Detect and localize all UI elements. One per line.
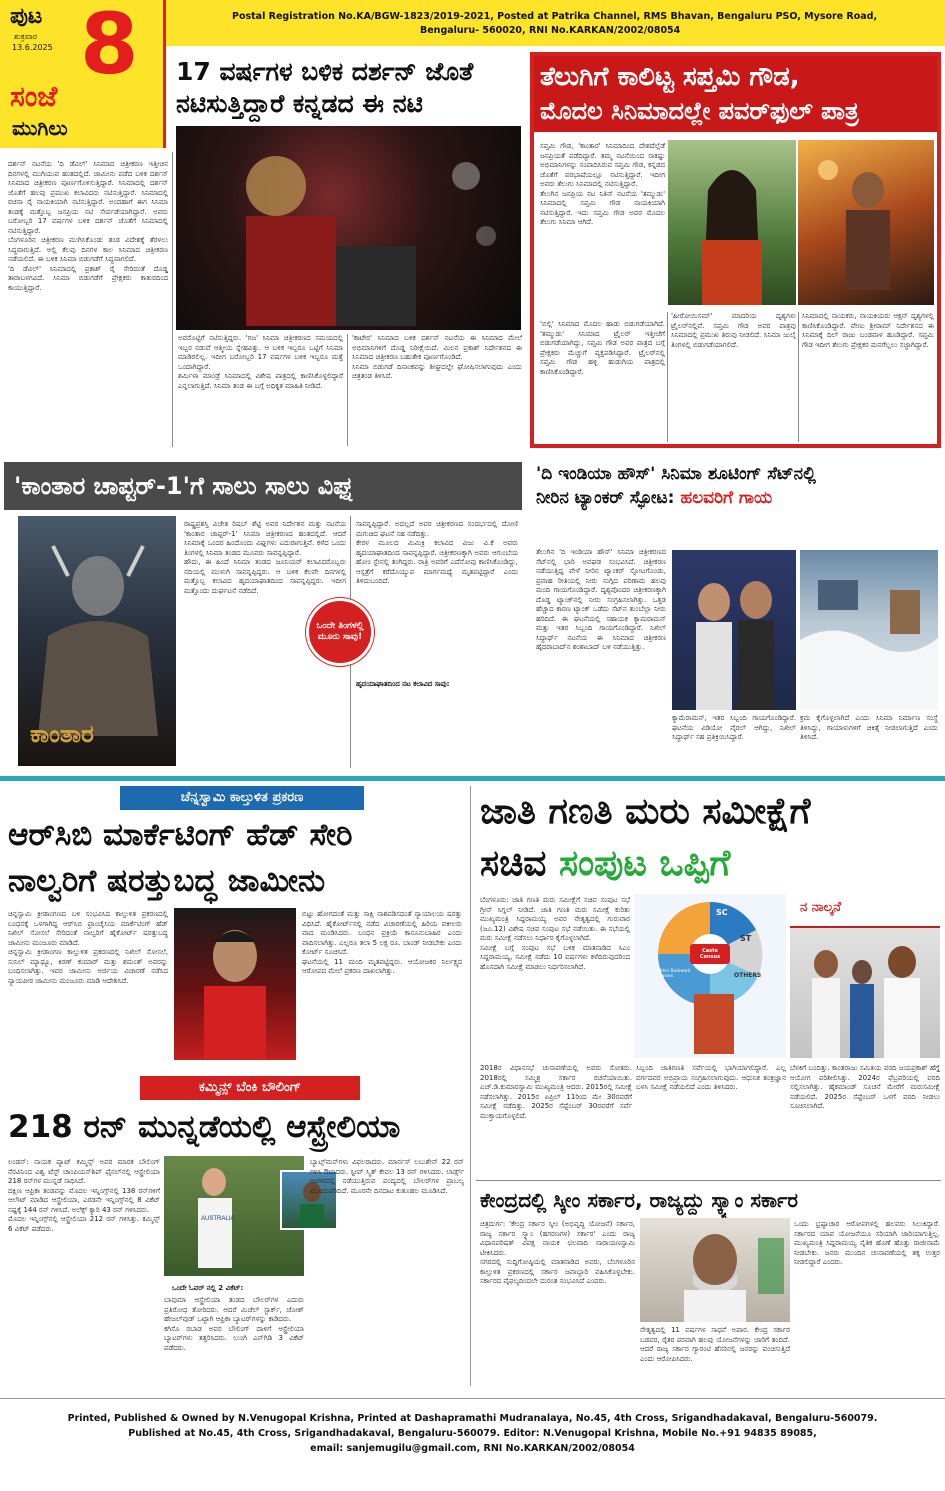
india-house-flood-art xyxy=(800,550,938,710)
saptami-body-col-4: ಸಿನಿಮಾದಲ್ಲಿ ನಾಯಕರು, ನಾಯಕಿಯರು ಆಕ್ಷನ್ ದೃಶ್ಯಗಳಲ್ಲಿ ಕಾಣಿಸಿಕೊಂಡಿದ್ದಾರೆ. ವೇಣು ಶ್ರೀರಾಮ್ ನಿರ್ದೇಶನದ ಈ ಸಿನಿಮಾಕ್ಕೆ ದಿಲ್ ರಾಜು ಬಂಡವಾಳ ಹೂಡಿದ್ದಾರೆ. ಸಪ್ತಮಿ ಗೌಡ ಇದೀಗ ತೆಲುಗು ಪ್ರೇಕ್ಷಕರ ಮನಗೆಲ್ಲಲು ಸಜ್ಜಾಗಿದ್ದಾರೆ. xyxy=(802,312,934,349)
rcb-kicker xyxy=(120,786,364,810)
cricket-kicker-text: ಕಮ್ಮಿನ್ಸ್ ಬೆಂಕಿ ಬೌಲಿಂಗ್ xyxy=(198,1080,302,1095)
india-house-headline-line-2b: ಹಲವರಿಗೆ ಗಾಯ xyxy=(680,488,773,508)
india-house-flood-photo xyxy=(800,550,938,710)
cricket-body-col-3: ಬ್ಯಾಟ್ಸ್‌ಮನ್‌ಗಳು ವಿಫಲರಾದರು. ಮಾರ್ನಸ್ ಲಬುಶೇನ್ 22 ರನ್ ಗಳಿಸಿ ಔಟಾದರು. ಸ್ಟೀವ್ ಸ್ಮಿತ್ ಕೇವಲ 13 ರನ್ ಗಳಿಸಿದರು. ಲಾರ್ಡ್ಸ್ ಅಂಗಳದಲ್ಲಿ ನಡೆಯುತ್ತಿರುವ ಪಂದ್ಯದಲ್ಲಿ ಬೌಲರ್‌ಗಳ ಪ್ರಾಬಲ್ಯ ಮುಂದುವರಿದಿದೆ. ಮೂರನೇ ದಿನದಾಟ ಕುತೂಹಲ ಮೂಡಿಸಿದೆ. xyxy=(310,1158,464,1195)
caste-cm-photo xyxy=(790,894,940,1058)
page-number: 8 xyxy=(80,0,139,93)
kantara-subhead: ಹೃದಯಾಘಾತದಿಂದ ನಟ ಕಲಾವಿದ ಸಾವು: xyxy=(356,680,450,688)
darshan-headline-line-1: 17 ವರ್ಷಗಳ ಬಳಿಕ ದರ್ಶನ್ ಜೊತೆ xyxy=(176,57,474,86)
footer-line-2: Published at No.45, 4th Cross, Srigandhadakaval, Bengaluru-560079. Editor: N.Venugopal Krishna, Mobile No.+91 94835 89085, xyxy=(128,1428,817,1439)
cricket-kicker xyxy=(140,1076,360,1100)
caste-headline-line-2a: ಸಚಿವ xyxy=(480,843,559,884)
caste-body-col-3: ಸಿಬ್ಬಂದಿ ಜಾತಿಗಣತಿ ಸರ್ವೆಯಲ್ಲಿ ಭಾಗಿಯಾಗಲಿದ್ದಾರೆ. ಎಲ್ಲ ವರ್ಗದವರ ಅಭಿಪ್ರಾಯ ಸಂಗ್ರಹಿಸಲಾಗುವುದು. ಆಧುನಿಕ ತಂತ್ರಜ್ಞಾನ ಬಳಸಿ ಸಮೀಕ್ಷೆ ನಡೆಯಲಿದೆ ಎಂದು ತಿಳಿಸಿದರು. xyxy=(636,1064,786,1091)
svg-text:AUSTRALIA: AUSTRALIA xyxy=(201,1216,235,1222)
scheme-body-col-2: ನೇತೃತ್ವದಲ್ಲಿ 11 ವರ್ಷಗಳ ಸಾಧನೆ ಅಪಾರ. ಕೇಂದ್ರ ಸರ್ಕಾರ ಬಡವರ, ರೈತರ ಪರವಾಗಿ ಹಲವು ಯೋಜನೆಗಳನ್ನು ಜಾರಿಗೆ ತಂದಿದೆ. ಆದರೆ ರಾಜ್ಯ ಸರ್ಕಾರ ಗ್ಯಾರಂಟಿ ಹೆಸರಿನಲ್ಲಿ ಜನರನ್ನು ವಂಚಿಸುತ್ತಿದೆ ಎಂದು ಆರೋಪಿಸಿದರು. xyxy=(640,1326,790,1363)
kantara-poster xyxy=(18,516,176,766)
kantara-body-col-1: ರಾಷ್ಟ್ರಪ್ರಶಸ್ತಿ ವಿಜೇತ ರಿಷಬ್ ಶೆಟ್ಟಿ ಅವರ ನಿರ್ದೇಶನ ಮತ್ತು ನಟನೆಯ 'ಕಾಂತಾರ ಚಾಪ್ಟರ್-1' ಸಿನಿಮಾ ಚಿತ್ರೀಕರಣದ ಹಂತದಲ್ಲಿದೆ. ಆದರೆ ಸಿನಿಮಾಕ್ಕೆ ಒಂದರ ಹಿಂದೊಂದು ವಿಘ್ನಗಳು ಎದುರಾಗುತ್ತಿವೆ. ಕಳೆದ ಒಂದು ತಿಂಗಳಲ್ಲಿ ಸಿನಿಮಾ ತಂಡದ ಮೂವರು ಸಾವನ್ನಪ್ಪಿದ್ದಾರೆ. ಹೌದು, ಈ ಹಿಂದೆ ಸಿನಿಮಾ ತಂಡದ ಜೂನಿಯರ್ ಕಲಾವಿದರೊಬ್ಬರು ನದಿಯಲ್ಲಿ ಮುಳುಗಿ ಸಾವನ್ನಪ್ಪಿದ್ದರು. ಆ ಬಳಿಕ ಕೆಲವೇ ದಿನಗಳಲ್ಲಿ ಮತ್ತೊಬ್ಬ ಕಲಾವಿದ ಹೃದಯಾಘಾತದಿಂದ ಸಾವನ್ನಪ್ಪಿದ್ದರು. ಇದೀಗ ಮತ್ತೊಂದು ದುರ್ಘಟನೆ ನಡೆದಿದೆ. xyxy=(184,520,346,595)
kantara-headline: 'ಕಾಂತಾರ ಚಾಪ್ಟರ್-1'ಗೆ ಸಾಲು ಸಾಲು ವಿಘ್ನ xyxy=(14,472,355,500)
scheme-photo-art xyxy=(640,1218,790,1322)
caste-body-col-2: 2018ರ ವಿಧಾನಸಭೆ ಚುನಾವಣೆಯಲ್ಲಿ ಅವರು ಸೋತರು. 2018ರಲ್ಲಿ ಸಮ್ಮಿಶ್ರ ಸರ್ಕಾರ ರಚನೆಯಾಯಿತು. ಎಚ್.ಡಿ.ಕುಮಾರಸ್ವಾಮಿ ಮುಖ್ಯಮಂತ್ರಿ ಆದರು. 2015ರಲ್ಲಿ ಸಮೀಕ್ಷೆ ನಡೆಸಲಾಗಿತ್ತು. 2015ರ ಏಪ್ರಿಲ್ 11ರಿಂದ ಮೇ 30ರವರೆಗೆ ಸಮೀಕ್ಷೆ ನಡೆದಿತ್ತು. 2025ರ ಸೆಪ್ಟೆಂಬರ್ 30ರವರೆಗೆ ಸರ್ವೆ ಮುಕ್ತಾಯಗೊಳ್ಳಲಿದೆ. xyxy=(480,1064,632,1120)
darshan-body-col-3: 'ಕಾಟೇರ' ಸಿನಿಮಾದ ಬಳಿಕ ದರ್ಶನ್ ನಟನೆಯ ಈ ಸಿನಿಮಾದ ಮೇಲೆ ಅಭಿಮಾನಿಗಳಿಗೆ ದೊಡ್ಡ ನಿರೀಕ್ಷೆಯಿದೆ. ಮಿಲನ ಪ್ರಕಾಶ್ ನಿರ್ದೇಶನದ ಈ ಸಿನಿಮಾದ ಚಿತ್ರೀಕರಣ ಬಹುತೇಕ ಪೂರ್ಣಗೊಂಡಿದೆ. ಸಿನಿಮಾ ಬಿಡುಗಡೆ ದಿನಾಂಕವನ್ನು ಶೀಘ್ರದಲ್ಲೇ ಘೋಷಿಸಲಾಗುವುದು ಎಂದು ಚಿತ್ರತಂಡ ತಿಳಿಸಿದೆ. xyxy=(352,334,522,380)
chart-label-obc: Other Backward Classes xyxy=(658,968,691,978)
caste-body-col-1: ಬೆಂಗಳೂರು: ಜಾತಿ ಗಣತಿ ಮರು ಸಮೀಕ್ಷೆಗೆ ಸಚಿವ ಸಂಪುಟ ಸಭೆ ಗ್ರೀನ್ ಸಿಗ್ನಲ್ ನೀಡಿದೆ. ಜಾತಿ ಗಣತಿ ಮರು ಸಮೀಕ್ಷೆ ಕುರಿತು ಮುಖ್ಯಮಂತ್ರಿ ಸಿದ್ದರಾಮಯ್ಯ ಅವರ ನೇತೃತ್ವದಲ್ಲಿ ಗುರುವಾರ (ಜೂ.12) ವಿಶೇಷ ಸಚಿವ ಸಂಪುಟ ಸಭೆ ನಡೆಯಿತು. ಈ ಸಭೆಯಲ್ಲಿ ಮರು ಸಮೀಕ್ಷೆ ನಡೆಸಲು ನಿರ್ಧಾರ ಕೈಗೊಳ್ಳಲಾಗಿದೆ. ಸಮೀಕ್ಷೆ ಬಗ್ಗೆ ಸಂಪುಟ ಸಭೆ ಬಳಿಕ ಮಾತನಾಡಿದ ಸಿಎಂ ಸಿದ್ದರಾಮಯ್ಯ, ಸಮೀಕ್ಷೆ ನಡೆದು 10 ವರ್ಷಗಳು ಕಳೆದಿರುವುದರಿಂದ ಹೊಸದಾಗಿ ಸಮೀಕ್ಷೆ ಮಾಡಲು ನಿರ್ಧರಿಸಲಾಗಿದೆ. xyxy=(480,896,630,971)
scheme-headline: ಕೇಂದ್ರದಲ್ಲಿ ಸ್ಕೀಂ ಸರ್ಕಾರ, ರಾಜ್ಯದ್ದು ಸ್ಕ್ಯಾಂ ಸರ್ಕಾರ xyxy=(480,1188,798,1212)
india-house-actors-art xyxy=(672,550,796,710)
rcb-kicker-text: ಚೆನ್ನಸ್ವಾಮಿ ಕಾಲ್ತುಳಿತ ಪ್ರಕರಣ xyxy=(180,790,304,805)
cricket-body-col-2: ಬಾವುಮಾ ಆಸ್ಟ್ರೇಲಿಯಾ ತಂಡದ ಬೌಲರ್‌ಗಳ ಎದುರು ಪ್ರತಿರೋಧ ತೋರಿದರು. ಆದರೆ ಮಿಚೆಲ್ ಸ್ಟಾರ್ಕ್, ಜೋಶ್ ಹೇಜಲ್‌ವುಡ್ ಒಟ್ಟಾಗಿ ಆಫ್ರಿಕಾ ಬ್ಯಾಟರ್‌ಗಳನ್ನು ಕಾಡಿದರು. ಕಗಿಸೊ ರಬಾಡ ಅವರ ಬೌಲಿಂಗ್ ದಾಳಿಗೆ ಆಸ್ಟ್ರೇಲಿಯಾ ಬ್ಯಾಟರ್‌ಗಳು ತತ್ತರಿಸಿದರು. ಲುಂಗಿ ಎನ್‌ಗಿಡಿ 3 ವಿಕೆಟ್ ಪಡೆದರು. xyxy=(164,1296,304,1352)
registration-banner xyxy=(166,0,945,46)
darshan-headline xyxy=(176,56,526,120)
darshan-body-col-2: ಅವರೊಟ್ಟಿಗೆ ನಟಿಸುತ್ತಿದ್ದರು. 'ಗಜ' ಸಿನಿಮಾ ಚಿತ್ರೀಕರಣದ ಸಮಯದಲ್ಲಿ ಇಬ್ಬರ ನಡುವೆ ಆತ್ಮೀಯ ಸ್ನೇಹವಿತ್ತು. ಆ ಬಳಿಕ ಇಬ್ಬರೂ ಒಟ್ಟಿಗೆ ಸಿನಿಮಾ ಮಾಡಿರಲಿಲ್ಲ. ಇದೀಗ ಬರೋಬ್ಬರಿ 17 ವರ್ಷಗಳ ಬಳಿಕ ಇಬ್ಬರೂ ಮತ್ತೆ ಒಂದಾಗಿದ್ದಾರೆ. ಶರ್ಮಿಳಾ ಮಾಂಡ್ರೆ ಸಿನಿಮಾದಲ್ಲಿ ವಿಶೇಷ ಪಾತ್ರದಲ್ಲಿ ಕಾಣಿಸಿಕೊಳ್ಳಲಿದ್ದಾರೆ ಎನ್ನಲಾಗುತ್ತಿದೆ. ಸಿನಿಮಾ ತಂಡ ಈ ಬಗ್ಗೆ ಅಧಿಕೃತ ಮಾಹಿತಿ ನೀಡಿದೆ. xyxy=(178,334,343,390)
kantara-badge-text: ಒಂದೇ ತಿಂಗಳಲ್ಲಿ ಮೂರು ಸಾವು! xyxy=(316,621,364,642)
rcb-body-col-1: ಚಿನ್ನಸ್ವಾಮಿ ಕ್ರೀಡಾಂಗಣದ ಬಳಿ ಸಂಭವಿಸಿದ ಕಾಲ್ತುಳಿತ ಪ್ರಕರಣದಲ್ಲಿ ಬಂಧನಕ್ಕೆ ಒಳಗಾಗಿದ್ದ ಆರ್‌ಸಿಬಿ ಫ್ರಾಂಚೈಸಿಯ ಮಾರ್ಕೆಟಿಂಗ್ ಹೆಡ್ ನಿಖಿಲ್ ಸೋಸಲೆ ಸೇರಿದಂತೆ ನಾಲ್ವರಿಗೆ ಹೈಕೋರ್ಟ್ ಷರತ್ತುಬದ್ಧ ಜಾಮೀನು ಮಂಜೂರು ಮಾಡಿದೆ. ಚಿನ್ನಸ್ವಾಮಿ ಕ್ರೀಡಾಂಗಣ ಕಾಲ್ತುಳಿತ ಪ್ರಕರಣದಲ್ಲಿ ನಿಖಿಲ್ ಸೋಸಲೆ, ಸುನಿಲ್ ಮ್ಯಾಥ್ಯೂ, ಕಿರಣ್ ಕುಮಾರ್ ಮತ್ತು ಶಮಂತ್ ಅವರನ್ನು ಬಂಧಿಸಲಾಗಿತ್ತು. ಇವರ ಜಾಮೀನು ಅರ್ಜಿಯ ವಿಚಾರಣೆ ನಡೆಸಿದ ನ್ಯಾಯಪೀಠ ಜಾಮೀನು ಮಂಜೂರು ಮಾಡಿ ಆದೇಶಿಸಿದೆ. xyxy=(8,910,168,985)
cricket-body-col-1: ಲಂಡನ್: ನಾಯಕ ಪ್ಯಾಟ್ ಕಮ್ಮಿನ್ಸ್ ಅವರ ಮಾರಕ ಬೌಲಿಂಗ್ ನೆರವಿನಿಂದ ವಿಶ್ವ ಟೆಸ್ಟ್ ಚಾಂಪಿಯನ್‌ಶಿಪ್ ಫೈನಲ್‌ನಲ್ಲಿ ಆಸ್ಟ್ರೇಲಿಯಾ 218 ರನ್‌ಗಳ ಮುನ್ನಡೆ ಸಾಧಿಸಿದೆ. ದಕ್ಷಿಣ ಆಫ್ರಿಕಾ ತಂಡವನ್ನು ಮೊದಲ ಇನ್ನಿಂಗ್ಸ್‌ನಲ್ಲಿ 138 ರನ್‌ಗಳಿಗೆ ಆಲೌಟ್ ಮಾಡಿದ ಆಸ್ಟ್ರೇಲಿಯಾ, ಎರಡನೇ ಇನ್ನಿಂಗ್ಸ್‌ನಲ್ಲಿ 8 ವಿಕೆಟ್ ನಷ್ಟಕ್ಕೆ 144 ರನ್ ಗಳಿಸಿದೆ. ಅಲೆಕ್ಸ್ ಕ್ಯಾರಿ 43 ರನ್ ಗಳಿಸಿದರು. ಮೊದಲ ಇನ್ನಿಂಗ್ಸ್‌ನಲ್ಲಿ ಆಸ್ಟ್ರೇಲಿಯಾ 212 ರನ್ ಗಳಿಸಿತ್ತು. ಕಮ್ಮಿನ್ಸ್ 6 ವಿಕೆಟ್ ಪಡೆದರು. xyxy=(8,1158,160,1233)
saptami-body-col-3: 'ಹೀರೋಯಿಸಮ್' ಮಾದರಿಯ ದೃಶ್ಯಗಳು ಟ್ರೈಲರ್‌ನಲ್ಲಿವೆ. ಸಪ್ತಮಿ ಗೌಡ ಅವರ ಪಾತ್ರವು ಸಿನಿಮಾದಲ್ಲಿ ಪ್ರಮುಖ ತಿರುವು ನೀಡಲಿದೆ. ಸಿನಿಮಾ ಜುಲೈ ತಿಂಗಳಲ್ಲಿ ಬಿಡುಗಡೆಯಾಗಲಿದೆ. xyxy=(671,312,796,349)
paper-name-mugilu: ಮುಗಿಲು xyxy=(12,116,68,140)
saptami-action-art xyxy=(798,140,934,305)
india-house-actors-photo xyxy=(672,550,796,710)
issue-day: ಶುಕ್ರವಾರ xyxy=(14,32,38,41)
caste-headline-line-1: ಜಾತಿ ಗಣತಿ ಮರು ಸಮೀಕ್ಷೆಗೆ xyxy=(480,791,811,832)
india-house-headline-line-2a: ನೀರಿನ ಟ್ಯಾಂಕರ್ ಸ್ಫೋಟ: xyxy=(536,488,681,508)
cricket-headline: 218 ರನ್ ಮುನ್ನಡೆಯಲ್ಲಿ ಆಸ್ಟ್ರೇಲಿಯಾ xyxy=(8,1109,401,1145)
chart-label-sc: SC xyxy=(716,908,728,917)
issue-date: 13.6.2025 xyxy=(12,43,53,52)
saptami-headline xyxy=(540,60,935,128)
kantara-body-col-2: ಸಾವನ್ನಪ್ಪಿದ್ದಾರೆ. ಅದಲ್ಲದೆ ಅವರ ಚಿತ್ರೀಕರಣದ ಸಂದರ್ಭದಲ್ಲಿ ದೋಣಿ ಮಗುಚಿದ ಘಟನೆ ಸಹ ನಡೆದಿತ್ತು. ಕೇರಳ ಮೂಲದ ಮಿಮಿಕ್ರಿ ಕಲಾವಿದ ವಿಜು ವಿ.ಕೆ ಅವರು ಹೃದಯಾಘಾತದಿಂದ ಸಾವನ್ನಪ್ಪಿದ್ದಾರೆ. ಚಿತ್ರೀಕರಣಕ್ಕಾಗಿ ಅವರು ಆಗುಂಬೆಯ ಹೋಂ ಸ್ಟೇನಲ್ಲಿ ತಂಗಿದ್ದರು. ರಾತ್ರಿ ಅವರಿಗೆ ಎದೆನೋವು ಕಾಣಿಸಿಕೊಂಡಿದ್ದು, ಆಸ್ಪತ್ರೆಗೆ ಕರೆದೊಯ್ಯುವ ಮಾರ್ಗಮಧ್ಯೆ ಮೃತಪಟ್ಟಿದ್ದಾರೆ ಎಂದು ತಿಳಿದುಬಂದಿದೆ. xyxy=(356,520,518,585)
india-house-caption-right: ಕ್ರಮ ಕೈಗೊಳ್ಳಲಾಗಿದೆ ಎಂದು ಸಿನಿಮಾ ನಿರ್ಮಾಣ ಸಂಸ್ಥೆ ತಿಳಿಸಿದ್ದು, ಗಾಯಾಳುಗಳಿಗೆ ಚಿಕಿತ್ಸೆ ನೀಡಲಾಗುತ್ತಿದೆ ಎಂದು ತಿಳಿಸಿದೆ. xyxy=(800,714,938,741)
scheme-photo xyxy=(640,1218,790,1322)
footer xyxy=(0,1398,945,1491)
saptami-action-photo xyxy=(798,140,934,305)
darshan-body-col-1: ದರ್ಶನ್ ನಟನೆಯ 'ದಿ ಡೆವಿಲ್' ಸಿನಿಮಾದ ಚಿತ್ರೀಕರಣ ಇತ್ತೀಚಿನ ದಿನಗಳಲ್ಲಿ ಮುಗಿಯುವ ಹಂತದಲ್ಲಿದೆ. ಜಾಮೀನು ಪಡೆದ ಬಳಿಕ ದರ್ಶನ್ ಸಿನಿಮಾದ ಚಿತ್ರೀಕರಣ ಪೂರ್ಣಗೊಳಿಸುತ್ತಿದ್ದಾರೆ. ಸಿನಿಮಾದಲ್ಲಿ ದರ್ಶನ್ ಜೊತೆಗೆ ಹಲವು ಪ್ರಮುಖ ಕಲಾವಿದರು ನಟಿಸುತ್ತಿದ್ದಾರೆ. ಸಿನಿಮಾದಲ್ಲಿ ರಚನಾ ರೈ ನಾಯಕಿಯಾಗಿ ನಟಿಸುತ್ತಿದ್ದಾರೆ. ಅಂದಹಾಗೆ ಈಗ ಸಿನಿಮಾ ತಂಡಕ್ಕೆ ಮತ್ತೊಬ್ಬ ಜನಪ್ರಿಯ ನಟಿ ಸೇರ್ಪಡೆಯಾಗಿದ್ದಾರೆ. ಅವರು ಬರೋಬ್ಬರಿ 17 ವರ್ಷಗಳ ಬಳಿಕ ದರ್ಶನ್ ಜೊತೆಗೆ ಸಿನಿಮಾದಲ್ಲಿ ನಟಿಸುತ್ತಿದ್ದಾರೆ. ಬೆಂಗಳೂರಿನ ಚಿತ್ರೀಕರಣ ಮುಗಿಸಿಕೊಂಡು ತಂಡ ವಿದೇಶಕ್ಕೆ ತೆರಳಲು ಸಿದ್ಧವಾಗುತ್ತಿದೆ. ಅಲ್ಲಿ ಕೆಲವು ದಿನಗಳ ಕಾಲ ಸಿನಿಮಾದ ಚಿತ್ರೀಕರಣ ನಡೆಯಲಿದೆ. ಈ ಬಳಿಕ ಸಿನಿಮಾ ಬಿಡುಗಡೆಗೆ ಸಿದ್ಧವಾಗಲಿದೆ. 'ದಿ ಡೆವಿಲ್' ಸಿನಿಮಾದಲ್ಲಿ ಪ್ರಕಾಶ್ ರೈ ಸೇರಿದಂತೆ ದೊಡ್ಡ ತಾರಾಬಳಗವಿದೆ. ಸಿನಿಮಾ ಬಿಡುಗಡೆಗೆ ಪ್ರೇಕ್ಷಕರು ಕಾತುರದಿಂದ ಕಾಯುತ್ತಿದ್ದಾರೆ. xyxy=(8,160,168,292)
rcb-body-col-2: ಬಿಟ್ಟು ಹೋಗದಂತೆ ಮತ್ತು ಸಾಕ್ಷಿ ನಾಶಪಡಿಸದಂತೆ ನ್ಯಾಯಾಲಯ ಷರತ್ತು ವಿಧಿಸಿದೆ. ಹೈಕೋರ್ಟ್‌ನಲ್ಲಿ ನಡೆದ ವಿಚಾರಣೆಯಲ್ಲಿ ಹಿರಿಯ ವಕೀಲರು ವಾದ ಮಂಡಿಸಿದರು. ಬಂಧನ ಪ್ರಕ್ರಿಯೆ ಕಾನೂನುಬಾಹಿರ ಎಂದು ವಾದಿಸಲಾಗಿತ್ತು. ಎಲ್ಲರೂ ತಲಾ 5 ಲಕ್ಷ ರೂ. ಬಾಂಡ್ ನೀಡಬೇಕು ಎಂದು ಕೋರ್ಟ್ ಸೂಚಿಸಿದೆ. ಘಟನೆಯಲ್ಲಿ 11 ಮಂದಿ ಮೃತಪಟ್ಟಿದ್ದರು. ಆಯೋಜಕರ ನಿರ್ಲಕ್ಷ್ಯದ ಆರೋಪದ ಮೇಲೆ ಪ್ರಕರಣ ದಾಖಲಾಗಿತ್ತು. xyxy=(302,910,462,975)
caste-census-art xyxy=(634,894,786,1058)
registration-line-1: Postal Registration No.KA/BGW-1823/2019-2021, Posted at Patrika Channel, RMS Bhavan, Bengaluru PSO, Mysore Road, xyxy=(232,11,878,22)
chart-center-label: Caste Census xyxy=(699,948,721,960)
india-house-caption-left: ಕ್ಯಾಮೆರಾಮನ್, ಇತರ ಸಿಬ್ಬಂದಿ ಗಾಯಗೊಂಡಿದ್ದಾರೆ. ಘಟನೆಯ ವಿಡಿಯೋ ವೈರಲ್ ಆಗಿದ್ದು, ನಿಖಿಲ್ ಸಿದ್ಧಾರ್ಥ್ ಸಹ ಪ್ರತಿಕ್ರಿಯಿಸಿದ್ದಾರೆ. xyxy=(672,714,796,741)
footer-line-1: Printed, Published & Owned by N.Venugopal Krishna, Printed at Dashapramathi Mudranalaya, No.45, 4th Cross, Srigandhadakaval, Bengaluru-560079. xyxy=(67,1413,878,1424)
darshan-headline-line-2: ನಟಿಸುತ್ತಿದ್ದಾರೆ ಕನ್ನಡದ ಈ ನಟಿ xyxy=(176,89,423,118)
caste-census-graphic xyxy=(634,894,786,1058)
masthead-box xyxy=(0,0,166,148)
india-house-headline-line-2 xyxy=(536,486,941,510)
rcb-headline-line-1: ಆರ್‌ಸಿಬಿ ಮಾರ್ಕೆಟಿಂಗ್ ಹೆಡ್ ಸೇರಿ xyxy=(8,817,353,853)
rcb-photo xyxy=(174,908,296,1060)
india-house-body: ತೆಲುಗಿನ 'ದಿ ಇಂಡಿಯಾ ಹೌಸ್' ಸಿನಿಮಾ ಚಿತ್ರೀಕರಣದ ಸೆಟ್‌ನಲ್ಲಿ ಭಾರಿ ಅವಘಡ ಸಂಭವಿಸಿದೆ. ಚಿತ್ರೀಕರಣ ನಡೆಯುತ್ತಿದ್ದ ವೇಳೆ ನೀರಿನ ಟ್ಯಾಂಕರ್ ಸ್ಫೋಟಗೊಂಡು, ಪ್ರವಾಹ ರೀತಿಯಲ್ಲಿ ನೀರು ನುಗ್ಗಿದ ಪರಿಣಾಮ ಹಲವು ಮಂದಿ ಗಾಯಗೊಂಡಿದ್ದಾರೆ. ದೃಶ್ಯವೊಂದರ ಚಿತ್ರೀಕರಣಕ್ಕಾಗಿ ದೊಡ್ಡ ಟ್ಯಾಂಕ್‌ನಲ್ಲಿ ನೀರು ಸಂಗ್ರಹಿಸಲಾಗಿತ್ತು. ಒತ್ತಡ ಹೆಚ್ಚಾದ ಕಾರಣ ಟ್ಯಾಂಕ್ ಒಡೆದು ಸೆಟ್‌ನ ತುಂಬೆಲ್ಲಾ ನೀರು ಹರಿದಿದೆ. ಈ ಘಟನೆಯಲ್ಲಿ ಸಹಾಯಕ ಕ್ಯಾಮರಾಮನ್ ಮತ್ತು ಇತರ ಸಿಬ್ಬಂದಿ ಗಾಯಗೊಂಡಿದ್ದಾರೆ. ನಿಖಿಲ್ ಸಿದ್ಧಾರ್ಥ್ ನಟನೆಯ ಈ ಸಿನಿಮಾದ ಚಿತ್ರೀಕರಣ ಹೈದರಾಬಾದ್‌ನ ಶಂಶಾಬಾದ್ ಬಳಿ ನಡೆಯುತ್ತಿತ್ತು. xyxy=(536,548,666,651)
caste-headline-line-2b: ಸಂಪುಟ ಒಪ್ಪಿಗೆ xyxy=(558,843,731,884)
caste-headline xyxy=(480,786,940,890)
paper-name-sanje: ಸಂಜೆ xyxy=(10,80,58,113)
saptami-portrait-photo xyxy=(668,140,796,305)
darshan-photo xyxy=(176,126,521,330)
puta-label: ಪುಟ xyxy=(10,4,43,29)
caste-banner-text: ನ ನಾಲ್ಕನೆ xyxy=(800,900,841,915)
rcb-photo-art xyxy=(174,908,296,1060)
saptami-body-col-1: ಸಪ್ತಮಿ ಗೌಡ, 'ಕಾಂತಾರ' ಸಿನಿಮಾದಿಂದ ದೇಶದೆಲ್ಲೆಡೆ ಜನಪ್ರಿಯತೆ ಪಡೆದಿದ್ದಾರೆ. ತಮ್ಮ ನಟನೆಯಿಂದ ಸಾಕಷ್ಟು ಅಭಿಮಾನಿಗಳನ್ನು ಸಂಪಾದಿಸಿರುವ ಸಪ್ತಮಿ ಗೌಡ, ಕನ್ನಡದ ಜೊತೆಗೆ ಪರಭಾಷೆಯಲ್ಲೂ ನಟಿಸುತ್ತಿದ್ದಾರೆ. ಇದೀಗ ಅವರು ತೆಲುಗು ಸಿನಿಮಾದಲ್ಲಿ ನಟಿಸುತ್ತಿದ್ದಾರೆ. ತೆಲುಗಿನ ಜನಪ್ರಿಯ ನಟ ನಿತಿನ್ ನಟನೆಯ 'ತಮ್ಮುಡು' ಸಿನಿಮಾದಲ್ಲಿ ಸಪ್ತಮಿ ಗೌಡ ನಾಯಕಿಯಾಗಿ ನಟಿಸುತ್ತಿದ್ದಾರೆ. ಇದು ಸಪ್ತಮಿ ಗೌಡ ಅವರ ಮೊದಲ ತೆಲುಗು ಸಿನಿಮಾ ಆಗಿದೆ. xyxy=(540,142,665,226)
caste-body-col-4: ಬೆಳಕಿಗೆ ಬಂದಿತ್ತು. ಕಾಂತರಾಜು ಸಮಿತಿಯ ವರದಿ ಜಯಪ್ರಕಾಶ್ ಹೆಗ್ಡೆ ಆಯೋಗ ಪರಿಶೀಲಿಸಿತ್ತು. 2024ರ ಫೆಬ್ರವರಿಯಲ್ಲಿ ವರದಿ ಸಲ್ಲಿಸಲಾಗಿತ್ತು. ಹೈಕಮಾಂಡ್ ಸೂಚನೆ ಮೇರೆಗೆ ಮರುಸಮೀಕ್ಷೆ ನಡೆಯಲಿದೆ. 2025ರ ಸೆಪ್ಟೆಂಬರ್ ಒಳಗೆ ವರದಿ ನೀಡಲು ಸೂಚಿಸಲಾಗಿದೆ. xyxy=(790,1064,940,1110)
caste-headline-line-2 xyxy=(480,838,940,890)
india-house-headline-line-1: 'ದಿ ಇಂಡಿಯಾ ಹೌಸ್' ಸಿನಿಮಾ ಶೂಟಿಂಗ್ ಸೆಟ್‌ನಲ್ಲಿ xyxy=(536,464,816,484)
caste-banner xyxy=(790,894,940,928)
scheme-body-col-3: ಒಂದು ಭ್ರಷ್ಟಾಚಾರ ಆರೋಪಗಳಲ್ಲಿ ಹಲವರು ಸಿಲುಕಿದ್ದಾರೆ. ಸರ್ಕಾರದ ಯಾವ ಯೋಜನೆಯೂ ಸರಿಯಾಗಿ ಜಾರಿಯಾಗುತ್ತಿಲ್ಲ. ಮುಖ್ಯಮಂತ್ರಿ ಸಿದ್ದರಾಮಯ್ಯ ನೈತಿಕ ಹೊಣೆ ಹೊತ್ತು ರಾಜೀನಾಮೆ ನೀಡಬೇಕು. ಜನರು ಮುಂದಿನ ಚುನಾವಣೆಯಲ್ಲಿ ತಕ್ಕ ಉತ್ತರ ನೀಡಲಿದ್ದಾರೆ ಎಂದರು. xyxy=(794,1220,940,1266)
cricket-caption: ಒಂದೇ ಓವರ್ ನಲ್ಲಿ 2 ವಿಕೆಟ್: xyxy=(172,1284,244,1292)
darshan-photo-art xyxy=(176,126,521,330)
rcb-headline xyxy=(8,812,468,904)
saptami-headline-line-2: ಮೊದಲ ಸಿನಿಮಾದಲ್ಲೇ ಪವರ್‌ಫುಲ್ ಪಾತ್ರ xyxy=(540,97,859,125)
footer-line-3: email: sanjemugilu@gmail.com, RNI No.KARKAN/2002/08054 xyxy=(310,1443,635,1454)
scheme-body-col-1: ಚಿತ್ರದುರ್ಗ: 'ಕೇಂದ್ರ ಸರ್ಕಾರ ಸ್ಕೀಂ (ಅಭಿವೃದ್ಧಿ ಯೋಜನೆ) ಸರ್ಕಾರ, ರಾಜ್ಯ ಸರ್ಕಾರ ಸ್ಕ್ಯಾಂ (ಹಗರಣಗಳ) ಸರ್ಕಾರ' ಎಂದು ರಾಜ್ಯ ವಿಧಾನಪರಿಷತ್ ವಿಪಕ್ಷ ನಾಯಕ ಛಲವಾದಿ ನಾರಾಯಣಸ್ವಾಮಿ ಟೀಕಿಸಿದರು. ನಗರದಲ್ಲಿ ಸುದ್ದಿಗೋಷ್ಠಿಯಲ್ಲಿ ಮಾತನಾಡಿದ ಅವರು, ಬೆಂಗಳೂರಿನ ಕಾಲ್ತುಳಿತ ಪ್ರಕರಣದಲ್ಲಿ ಸರ್ಕಾರ ಜವಾಬ್ದಾರಿ ವಹಿಸಿಕೊಳ್ಳಬೇಕು. ಸರ್ಕಾರದ ವೈಫಲ್ಯದಿಂದಲೇ ದುರಂತ ಸಂಭವಿಸಿದೆ ಎಂದರು. xyxy=(480,1220,635,1285)
saptami-headline-line-1: ತೆಲುಗಿಗೆ ಕಾಲಿಟ್ಟ ಸಪ್ತಮಿ ಗೌಡ, xyxy=(540,62,800,92)
chart-label-st: ST xyxy=(740,934,752,943)
saptami-portrait-art xyxy=(668,140,796,305)
section-divider xyxy=(0,776,945,781)
registration-line-2: Bengaluru- 560020, RNI No.KARKAN/2002/08054 xyxy=(420,25,681,36)
saptami-body-col-2: 'ಬಿಲ್ಲಿ' ಸಿನಿಮಾದ ಮೊದಲ ಹಾಡು ಬಿಡುಗಡೆಯಾಗಿದೆ. 'ತಮ್ಮುಡು' ಸಿನಿಮಾದ ಟ್ರೈಲರ್ ಇತ್ತೀಚೆಗೆ ಬಿಡುಗಡೆಯಾಗಿದ್ದು, ಸಪ್ತಮಿ ಗೌಡ ಅವರ ಪಾತ್ರದ ಬಗ್ಗೆ ಪ್ರೇಕ್ಷಕರು ಮೆಚ್ಚುಗೆ ವ್ಯಕ್ತಪಡಿಸಿದ್ದಾರೆ. ಟ್ರೈಲರ್‌ನಲ್ಲಿ ಸಪ್ತಮಿ ಗೌಡ ಹಳ್ಳಿ ಹುಡುಗಿಯ ಪಾತ್ರದಲ್ಲಿ ಕಾಣಿಸಿಕೊಂಡಿದ್ದಾರೆ. xyxy=(540,320,665,376)
chart-label-others: OTHERS xyxy=(734,972,762,979)
india-house-headline xyxy=(536,462,941,510)
kantara-poster-title: ಕಾಂತಾರ xyxy=(30,720,94,748)
rcb-headline-line-2: ನಾಲ್ವರಿಗೆ ಷರತ್ತುಬದ್ಧ ಜಾಮೀನು xyxy=(8,863,326,899)
